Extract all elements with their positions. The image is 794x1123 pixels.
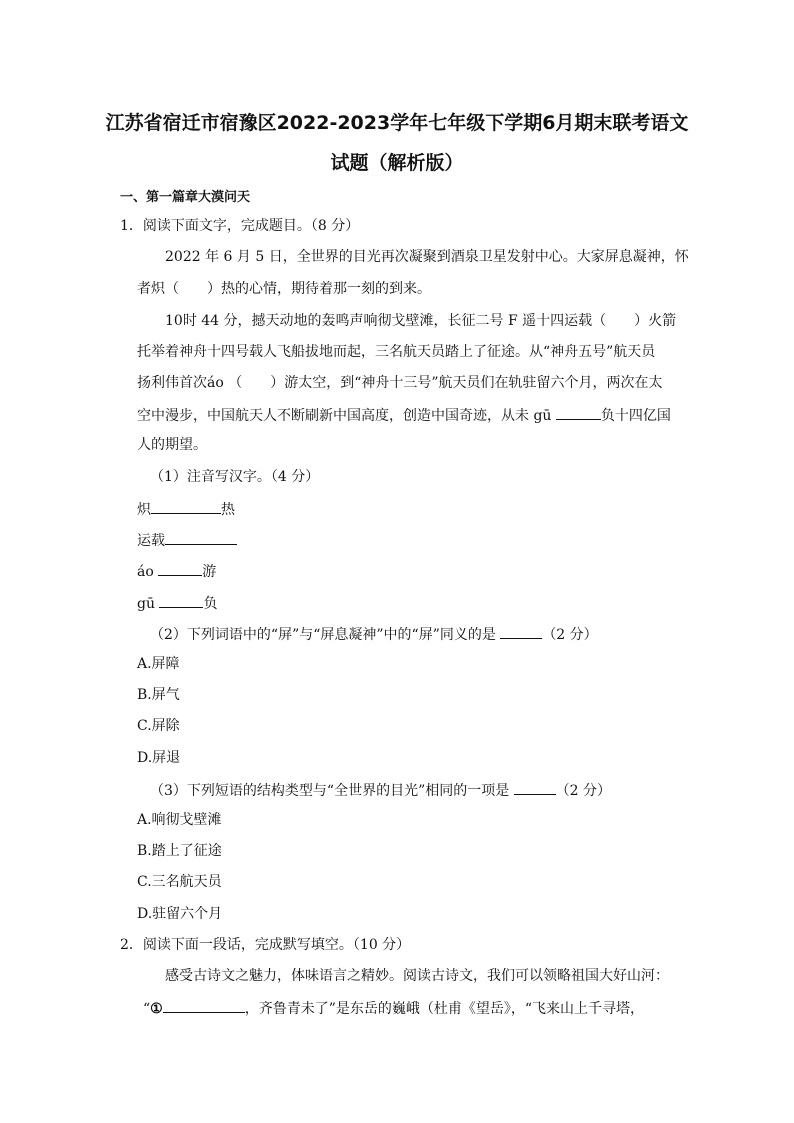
passage-text: ，齐鲁青未了”是东岳的巍峨（杜甫《望岳》，“飞来山上千寻塔， — [244, 1001, 645, 1017]
passage-line-2 — [137, 280, 431, 298]
option-a[interactable]: A.屏障 — [137, 656, 180, 672]
passage-text: 负十四亿国 — [600, 408, 671, 424]
passage-text: 者炽（ — [137, 281, 179, 297]
stem-text: （2）下列词语中的“屏”与“屏息凝神”中的“屏”同义的是 — [150, 627, 501, 643]
question-1-stem: 1．阅读下面文字，完成题目。（8 分） — [120, 218, 360, 234]
passage-text: 空中漫步，中国航天人不断刷新中国高度，创造中国奇迹，从未 gū — [137, 408, 556, 424]
item-text: 负 — [203, 596, 218, 612]
item-text: 运载 — [137, 533, 165, 549]
answer-blank[interactable] — [159, 593, 203, 608]
answer-blank[interactable] — [514, 780, 556, 795]
passage-line-7: 人的期望。 — [137, 437, 207, 453]
option-b[interactable]: B.屏气 — [137, 687, 180, 703]
passage-line-5 — [137, 374, 663, 392]
document-title-line-2: 试题（解析版） — [330, 152, 464, 174]
pinyin-item — [137, 561, 216, 581]
passage-line-1: 2022 年 6 月 5 日，全世界的目光再次凝聚到酒泉卫星发射中心。大家屏息凝神，怀 — [165, 249, 689, 265]
item-text: áo — [137, 564, 159, 580]
passage-line: 感受古诗文之魅力，体味语言之精妙。阅读古诗文，我们可以领略祖国大好山河： — [165, 968, 669, 984]
passage-text: ）火箭 — [634, 313, 677, 329]
option-d[interactable]: D.屏退 — [137, 750, 181, 766]
sub-question-2-stem — [150, 624, 598, 644]
sub-question-1-stem: （1）注音写汉字。（4 分） — [150, 469, 320, 485]
passage-line — [143, 998, 644, 1018]
item-text: 炽 — [137, 502, 151, 518]
passage-text: 扬利伟首次áo （ — [137, 375, 243, 391]
option-c[interactable]: C.三名航天员 — [137, 874, 222, 890]
sub-question-3-stem — [150, 780, 611, 800]
document-title-line-1: 江苏省宿迁市宿豫区2022-2023学年七年级下学期6月期末联考语文 — [105, 112, 689, 134]
pinyin-item — [137, 499, 235, 519]
option-a[interactable]: A.响彻戈壁滩 — [137, 812, 222, 828]
stem-text: （2 分） — [555, 783, 612, 799]
pinyin-item — [137, 530, 237, 550]
stem-text: （3）下列短语的结构类型与“全世界的目光”相同的一项是 — [150, 783, 514, 799]
item-text: gū — [137, 596, 160, 612]
option-b[interactable]: B.踏上了征途 — [137, 843, 222, 859]
passage-line-3 — [165, 312, 676, 330]
answer-blank[interactable] — [556, 405, 601, 420]
option-d[interactable]: D.驻留六个月 — [137, 906, 223, 922]
answer-blank[interactable] — [163, 998, 245, 1013]
section-heading: 一、第一篇章大漠问天 — [120, 190, 251, 205]
passage-line-6 — [137, 405, 671, 425]
circled-number-1: ① — [150, 1001, 163, 1017]
item-text: 游 — [202, 564, 217, 580]
answer-blank[interactable] — [165, 530, 237, 545]
passage-text: ）热的心情，期待着那一刻的到来。 — [207, 281, 431, 297]
option-c[interactable]: C.屏除 — [137, 718, 180, 734]
item-text: 热 — [221, 502, 235, 518]
passage-text: ）游太空，到“神舟十三号”航天员们在轨驻留六个月，两次在太 — [270, 375, 663, 391]
answer-blank[interactable] — [158, 561, 202, 576]
pinyin-item — [137, 593, 217, 613]
quote-open: “ — [143, 1001, 151, 1017]
passage-text: 10时 44 分，撼天动地的轰鸣声响彻戈壁滩，长征二号 F 遥十四运载（ — [165, 313, 607, 329]
question-2-stem: 2．阅读下面一段话，完成默写填空。（10 分） — [120, 937, 411, 953]
stem-text: （2 分） — [542, 627, 598, 643]
passage-line-4: 托举着神舟十四号载人飞船拔地而起，三名航天员踏上了征途。从“神舟五号”航天员 — [137, 344, 656, 360]
answer-blank[interactable] — [151, 499, 221, 514]
answer-blank[interactable] — [500, 624, 542, 639]
